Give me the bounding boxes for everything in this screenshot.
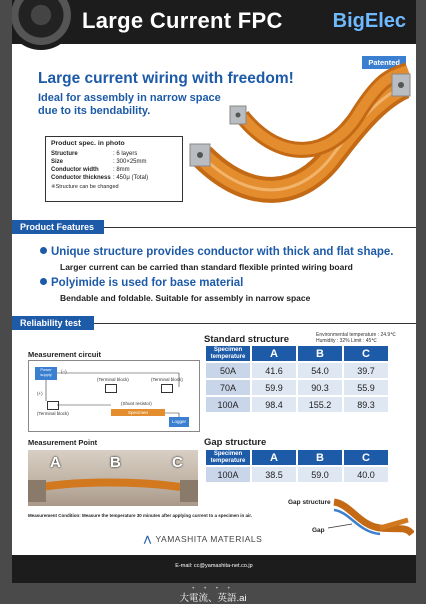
fpc-product-image xyxy=(182,56,412,216)
feature-item-2: Polyimide is used for base material xyxy=(40,277,243,289)
company-mark-icon: ⋀ xyxy=(144,534,152,544)
column-header-b: B xyxy=(298,450,342,465)
page-title: Large Current FPC xyxy=(82,8,283,33)
point-a-label: A xyxy=(50,454,61,471)
spec-title: Product spec. in photo xyxy=(51,140,125,147)
gap-structure-table xyxy=(204,448,390,484)
bullet-icon xyxy=(40,247,47,254)
flyer-page xyxy=(12,0,416,583)
column-header-c: C xyxy=(344,450,388,465)
column-header-a: A xyxy=(252,346,296,361)
brand-logo: BigElec xyxy=(332,10,406,32)
table-row: 100A 98.4 155.2 89.3 xyxy=(206,397,388,412)
coil-graphic xyxy=(12,0,76,50)
headline: Large current wiring with freedom! xyxy=(38,70,294,87)
gap-structure-label: Gap structure xyxy=(288,499,331,506)
row-header-cell: Specimen temperature xyxy=(206,346,250,361)
gap-pointer xyxy=(326,522,356,534)
page-indicator-dots: • • • • xyxy=(192,586,234,592)
spec-row: Size : 300×25mm xyxy=(51,159,147,165)
spec-row: Structure : 6 layers xyxy=(51,151,138,157)
table-header-row xyxy=(206,450,388,465)
power-supply-box: Power supply xyxy=(35,367,57,380)
feature-desc-1: Larger current can be carried than standard flexible printed wiring board xyxy=(60,262,353,272)
spec-box xyxy=(45,136,183,202)
gap-structure-title: Gap structure xyxy=(204,437,267,448)
contact-email: E-mail: cc@yamashita-net.co.jp xyxy=(175,563,253,569)
measurement-condition: Measurement Condition: Measure the temperature 30 minutes after applying current to a specimen in air. xyxy=(28,513,253,518)
table-row: 70A 59.9 90.3 55.9 xyxy=(206,380,388,395)
table-row: 100A 38.5 59.0 40.0 xyxy=(206,467,388,482)
table-header-row xyxy=(206,346,388,361)
header-bar xyxy=(12,0,416,44)
point-b-label: B xyxy=(110,454,121,471)
gap-label: Gap xyxy=(312,527,325,534)
spec-row: Conductor width : 8mm xyxy=(51,167,130,173)
column-header-c: C xyxy=(344,346,388,361)
section-divider xyxy=(104,227,416,228)
row-header-cell: Specimen temperature xyxy=(206,450,250,465)
point-c-label: C xyxy=(172,454,183,471)
column-header-b: B xyxy=(298,346,342,361)
patented-badge: Patented xyxy=(362,56,406,69)
measurement-point-label: Measurement Point xyxy=(28,438,98,447)
spec-row: Conductor thickness : 450μ (Total) xyxy=(51,175,149,181)
company-logo: ⋀ YAMASHITA MATERIALS xyxy=(144,534,263,544)
circuit-wires xyxy=(29,361,199,431)
measurement-circuit-diagram: Power supply (−) (+) (Terminal block) (Terminal block) (Terminal block) (Shunt resistor) Specimen Logger xyxy=(28,360,200,432)
spec-note: ※Structure can be changed xyxy=(51,184,119,190)
logger-box: Logger xyxy=(169,417,189,427)
subheadline: Ideal for assembly in narrow space due to its bendability. xyxy=(38,92,221,117)
measurement-circuit-label: Measurement circuit xyxy=(28,350,101,359)
section-divider xyxy=(94,323,416,324)
environment-note: Environmental temperature : 24.9℃ Humidity : 32% Limit : 45℃ xyxy=(316,332,396,344)
bullet-icon xyxy=(40,278,47,285)
standard-structure-table xyxy=(204,344,390,414)
reliability-section-title: Reliability test xyxy=(12,316,94,330)
measurement-point-photo xyxy=(28,450,198,506)
footer-bar xyxy=(12,555,416,583)
standard-structure-title: Standard structure xyxy=(204,334,289,345)
features-section-title: Product Features xyxy=(12,220,104,234)
feature-desc-2: Bendable and foldable. Suitable for assembly in narrow space xyxy=(60,293,311,303)
file-caption: 大電流、英語.ai xyxy=(179,593,247,604)
column-header-a: A xyxy=(252,450,296,465)
feature-item-1: Unique structure provides conductor with thick and flat shape. xyxy=(40,246,394,258)
table-row: 50A 41.6 54.0 39.7 xyxy=(206,363,388,378)
specimen-box: Specimen xyxy=(111,409,165,416)
